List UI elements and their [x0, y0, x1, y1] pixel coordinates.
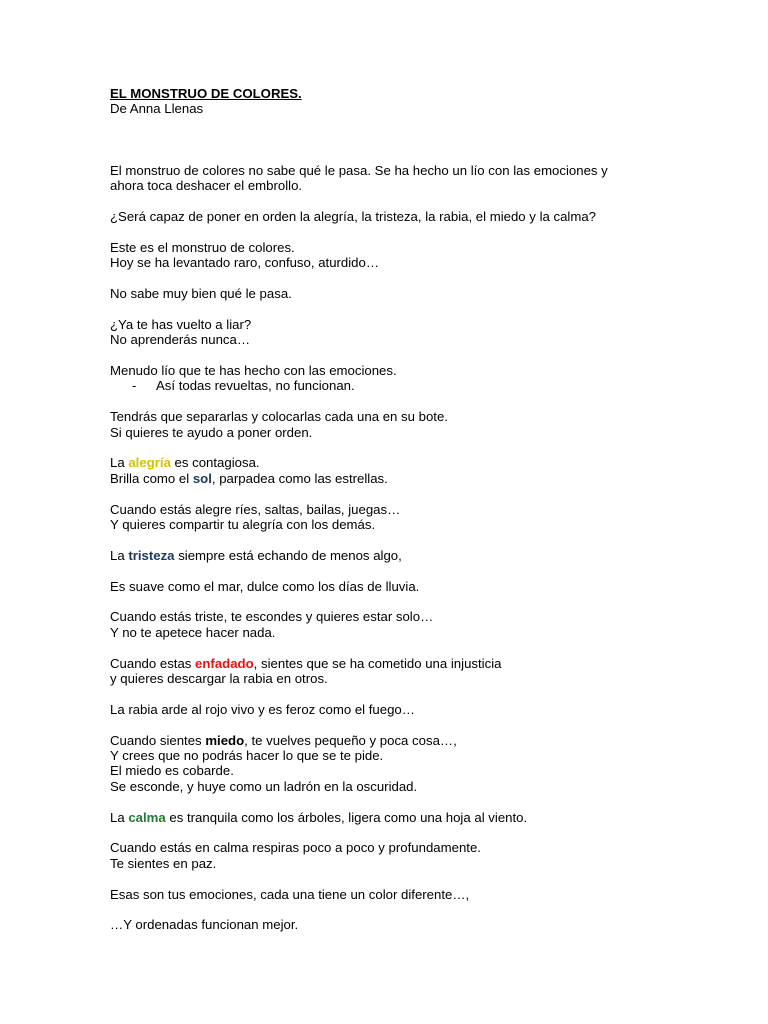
- emotion-word: miedo: [205, 732, 245, 748]
- text-line: [110, 471, 730, 486]
- paragraph: [110, 840, 730, 871]
- emotion-word: alegría: [128, 455, 171, 471]
- spacer: [110, 117, 730, 163]
- text-segment: Cuando estás triste, te escondes y quieres estar solo…: [110, 609, 434, 625]
- text-segment: ¿Ya te has vuelto a liar?: [110, 316, 252, 332]
- text-segment: Y crees que no podrás hacer lo que se te pide.: [110, 748, 384, 764]
- text-line: [110, 548, 730, 563]
- paragraph: [110, 317, 730, 348]
- paragraph: [110, 733, 730, 795]
- text-line: [110, 656, 730, 671]
- paragraph: [110, 409, 730, 440]
- text-segment: Cuando sientes: [110, 732, 206, 748]
- text-line: [110, 917, 730, 932]
- bullet-line: [110, 378, 730, 393]
- text-segment: La rabia arde al rojo vivo y es feroz como el fuego…: [110, 701, 415, 717]
- paragraph: [110, 455, 730, 486]
- text-segment: No aprenderás nunca…: [110, 332, 251, 348]
- document-page: [110, 86, 730, 948]
- text-segment: Cuando estás en calma respiras poco a poco y profundamente.: [110, 840, 481, 856]
- text-line: [110, 733, 730, 748]
- paragraph: [110, 810, 730, 825]
- text-segment: Este es el monstruo de colores.: [110, 239, 295, 255]
- text-line: [110, 609, 730, 624]
- text-segment: Cuando estás alegre ríes, saltas, bailas, juegas…: [110, 501, 401, 517]
- text-line: [110, 579, 730, 594]
- text-segment: No sabe muy bien qué le pasa.: [110, 286, 292, 302]
- paragraph: [110, 656, 730, 687]
- text-segment: Cuando estas: [110, 655, 196, 671]
- paragraph: [110, 887, 730, 902]
- text-line: [110, 779, 730, 794]
- text-segment: Tendrás que separarlas y colocarlas cada una en su bote.: [110, 409, 448, 425]
- text-segment: es contagiosa.: [170, 455, 260, 471]
- text-segment: , parpadea como las estrellas.: [211, 470, 388, 486]
- text-line: [110, 332, 730, 347]
- text-line: [110, 517, 730, 532]
- paragraph: [110, 609, 730, 640]
- text-line: [110, 702, 730, 717]
- paragraph: [110, 240, 730, 271]
- text-segment: Te sientes en paz.: [110, 855, 217, 871]
- text-segment: Así todas revueltas, no funcionan.: [156, 378, 355, 394]
- text-segment: La: [110, 547, 129, 563]
- emotion-word: enfadado: [195, 655, 254, 671]
- text-line: [110, 810, 730, 825]
- emotion-word: calma: [128, 809, 166, 825]
- text-segment: siempre está echando de menos algo,: [174, 547, 402, 563]
- document-author: De Anna Llenas: [110, 101, 204, 117]
- text-line: [110, 856, 730, 871]
- text-segment: ¿Será capaz de poner en orden la alegría, la tristeza, la rabia, el miedo y la calma?: [110, 209, 597, 225]
- text-line: [110, 887, 730, 902]
- text-segment: es tranquila como los árboles, ligera como una hoja al viento.: [165, 809, 528, 825]
- emotion-word: tristeza: [128, 547, 175, 563]
- paragraph: [110, 548, 730, 563]
- text-segment: Y no te apetece hacer nada.: [110, 624, 276, 640]
- text-segment: …Y ordenadas funcionan mejor.: [110, 917, 299, 933]
- text-segment: Si quieres te ayudo a poner orden.: [110, 424, 313, 440]
- text-line: [110, 748, 730, 763]
- text-line: [110, 625, 730, 640]
- text-line: [110, 363, 730, 378]
- text-line: [110, 409, 730, 424]
- text-segment: , sientes que se ha cometido una injusticia: [253, 655, 502, 671]
- text-line: [110, 671, 730, 686]
- text-segment: Es suave como el mar, dulce como los días de lluvia.: [110, 578, 420, 594]
- text-line: [110, 163, 730, 178]
- text-line: [110, 317, 730, 332]
- text-segment: Menudo lío que te has hecho con las emociones.: [110, 363, 397, 379]
- text-segment: Brilla como el: [110, 470, 193, 486]
- text-segment: , te vuelves pequeño y poca cosa…,: [244, 732, 457, 748]
- text-line: [110, 286, 730, 301]
- paragraph: [110, 286, 730, 301]
- text-line: [110, 840, 730, 855]
- emotion-word: sol: [192, 470, 212, 486]
- paragraph: [110, 209, 730, 224]
- text-line: [110, 209, 730, 224]
- text-segment: Esas son tus emociones, cada una tiene un color diferente…,: [110, 886, 470, 902]
- text-segment: y quieres descargar la rabia en otros.: [110, 671, 328, 687]
- bullet-dash: -: [132, 378, 137, 394]
- text-line: [110, 425, 730, 440]
- text-line: [110, 455, 730, 470]
- paragraph: [110, 579, 730, 594]
- text-segment: Se esconde, y huye como un ladrón en la oscuridad.: [110, 778, 418, 794]
- paragraph: [110, 702, 730, 717]
- paragraph: [110, 363, 730, 394]
- paragraph: [110, 917, 730, 932]
- text-line: [110, 178, 730, 193]
- document-body: [110, 163, 730, 933]
- text-line: [110, 255, 730, 270]
- text-segment: ahora toca deshacer el embrollo.: [110, 178, 303, 194]
- paragraph: [110, 163, 730, 194]
- text-segment: Y quieres compartir tu alegría con los demás.: [110, 517, 376, 533]
- text-segment: El monstruo de colores no sabe qué le pasa. Se ha hecho un lío con las emociones y: [110, 162, 608, 178]
- text-segment: La: [110, 455, 129, 471]
- document-title: EL MONSTRUO DE COLORES.: [110, 86, 302, 101]
- paragraph: [110, 502, 730, 533]
- text-line: [110, 763, 730, 778]
- text-segment: Hoy se ha levantado raro, confuso, aturdido…: [110, 255, 380, 271]
- text-segment: La: [110, 809, 129, 825]
- text-line: [110, 502, 730, 517]
- text-line: [110, 240, 730, 255]
- text-segment: El miedo es cobarde.: [110, 763, 234, 779]
